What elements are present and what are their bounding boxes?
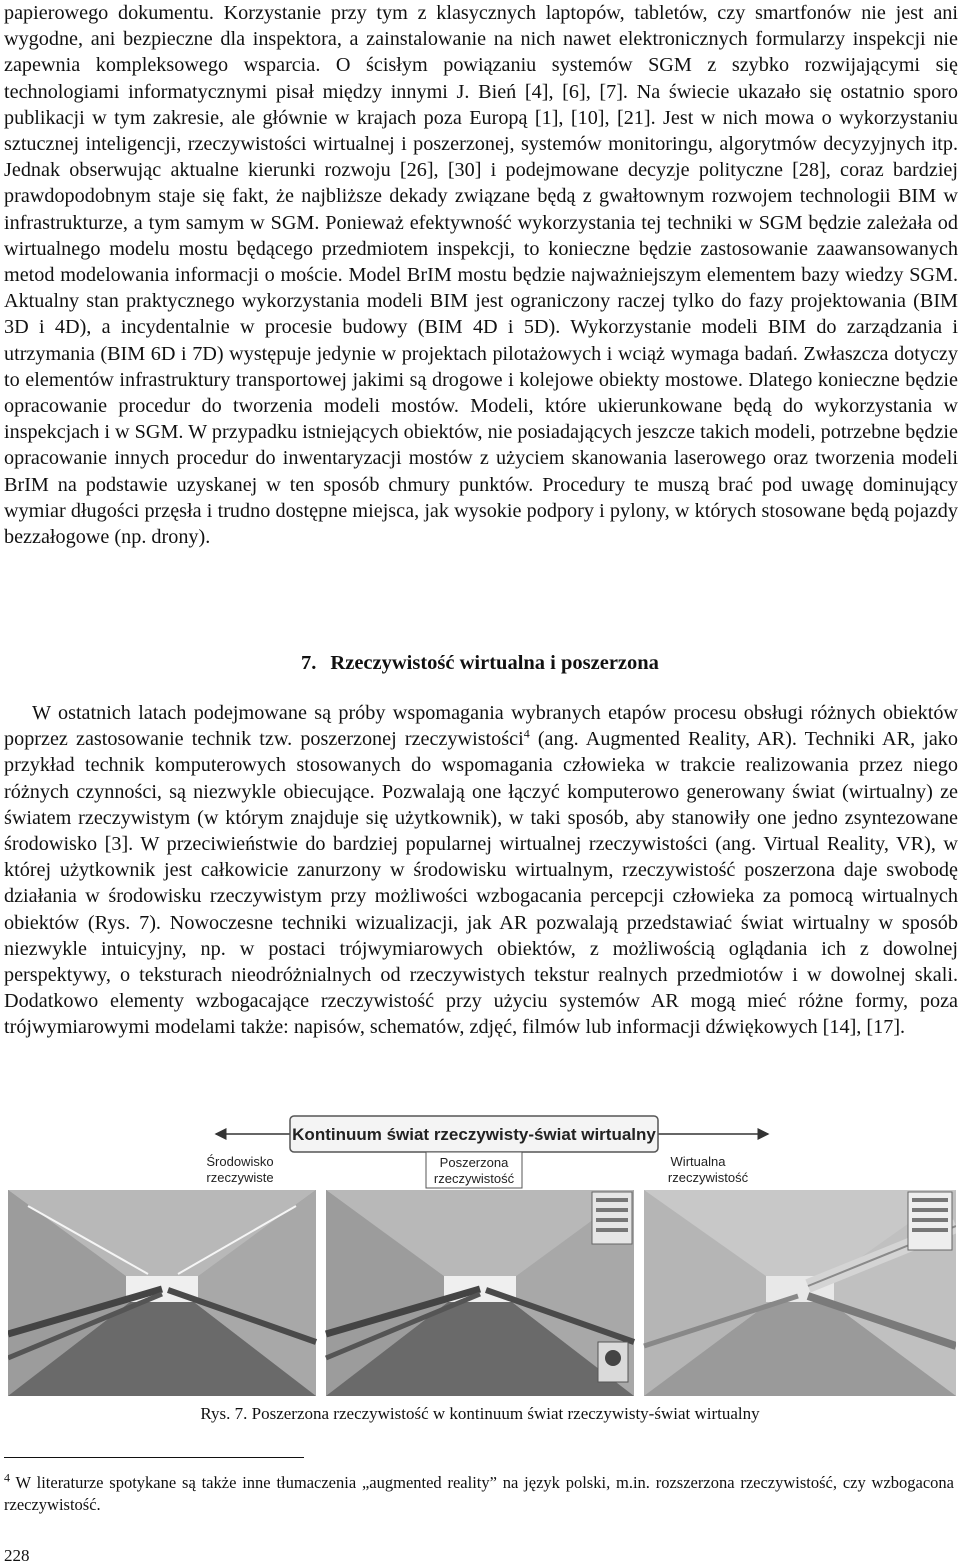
- panel-virtual-reality: [644, 1190, 956, 1396]
- footnote-text: W literaturze spotykane są także inne tłumaczenia „augmented reality” na język polski, m.in. rozszerzona rzeczywistość, czy wzbogacona rzeczywistość.: [4, 1473, 954, 1514]
- footnote: [4, 1472, 954, 1516]
- panel-real-environment: [8, 1190, 316, 1396]
- footnote-reference[interactable]: 4: [523, 726, 530, 741]
- paragraph-part-a: W ostatnich latach podejmowane są próby wspomagania wybranych etapów procesu obsługi różnych obiektów poprzez zastosowanie technik tzw. poszerzonej rzeczywistości: [4, 702, 958, 751]
- figure-caption: Rys. 7. Poszerzona rzeczywistość w kontinuum świat rzeczywisty-świat wirtualny: [200, 1404, 760, 1423]
- section-number: 7.: [301, 652, 317, 674]
- section-heading: [0, 652, 960, 675]
- body-paragraph-ar: [4, 700, 958, 1041]
- body-paragraph-top: papierowego dokumentu. Korzystanie przy tym z klasycznych laptopów, tabletów, czy smartfonów nie jest ani wygodne, ani bezpieczne dla inspektora, a zainstalowanie na nich nawet elektronicznych formularzy inspekcji nie zapewnia kompleksowego wsparcia. O ścisłym powiązaniu systemów SGM z szybko rozwijającymi się technologiami informatycznymi pisał między innymi J. Bień [4], [6], [7]. Na świecie ukazało się ostatnio sporo publikacji w tym zakresie, ale głównie w krajach poza Europą [1], [10], [21]. Jest w nich mowa o wykorzystaniu sztucznej inteligencji, rzeczywistości wirtualnej i poszerzonej, systemów monitoringu, algorytmów decyzyjnych itp. Jednak obserwując aktualne kierunki rozwoju [26], [30] i podejmowane decyzje polityczne [28], coraz bardziej prawdopodobnym staje się fakt, że najbliższe dekady związane będą z gwałtownym rozwojem technologii BIM w infrastrukturze, a tym samym w SGM. Ponieważ efektywność wykorzystania tej techniki w SGM będzie zależała od wirtualnego modelu mostu będącego przedmiotem inspekcji, to konieczne będzie zastosowanie zaawansowanych metod modelowania informacji o moście. Model BrIM mostu będzie najważniejszym elementem bazy wiedzy SGM. Aktualny stan praktycznego wykorzystania modeli BIM jest ograniczony raczej tylko do fazy projektowania (BIM 3D i 4D), a incydentalnie w procesie budowy (BIM 4D i 5D). Wykorzystanie modeli BIM do zarządzania i utrzymania (BIM 6D i 7D) występuje jedynie w projektach pilotażowych i wciąż wymaga badań. Zwłaszcza dotyczy to elementów infrastruktury transportowej jakimi są drogowe i kolejowe obiekty mostowe. Dlatego konieczne będzie opracowanie procedur do tworzenia modeli mostów. Modeli, które ukierunkowane będą do wykorzystania w inspekcjach i w SGM. W przypadku istniejących obiektów, nie posiadających jeszcze takich modeli, potrzebne będzie opracowanie innych procedur do inwentaryzacji mostów z użyciem skanowania laserowego oraz tworzenia modeli BrIM na podstawie uzyskanej w ten sposób chmury punktów. Procedury te muszą brać pod uwagę dominujący wymiar długości przęsła i trudno dostępne miejsca, jak wysokie podpory i pylony, w których stosowane będą pojazdy bezzałogowe (np. drony).: [4, 2, 958, 549]
- label-ar-2: rzeczywistość: [433, 1171, 515, 1186]
- paragraph-part-b: (ang. Augmented Reality, AR). Techniki AR, jako przykład technik komputerowych stosowanych do wspomagania człowieka w trakcie realizowania przez niego różnych czynności, są niezwykle obiecujące. Pozwalają one łączyć komputerowo generowany świat (wirtualny) ze światem rzeczywistym (w którym znajduje się użytkownik), w taki sposób, aby stanowiły one jedno zsyntezowane środowisko [3]. W przeciwieństwie do bardziej popularnej wirtualnej rzeczywistości (ang. Virtual Reality, VR), w której użytkownik jest całkowicie zanurzony w środowisku wirtualnym, rzeczywistość poszerzona daje swobodę działania w środowisku rzeczywistym przy możliwości wzbogacania percepcji człowieka za pomocą wirtualnych obiektów (Rys. 7). Nowoczesne techniki wizualizacji, jak AR pozwalają przedstawiać świat wirtualny w sposób niezwykle intuicyjny, np. w postaci trójwymiarowych obiektów, z możliwością oglądania ich z dowolnej perspektywy, o teksturach nieodróżnialnych od rzeczywistych tekstur realnych przedmiotów i w dowolnej skali. Dodatkowo elementy wzbogacające rzeczywistość przy użyciu systemów AR mogą mieć różne formy, poza trójwymiarowymi modelami także: napisów, schematów, zdjęć, filmów lub informacji dźwiękowych [14], [17].: [4, 728, 958, 1039]
- label-ar-1: Poszerzona: [439, 1155, 509, 1170]
- section-title: Rzeczywistość wirtualna i poszerzona: [330, 652, 659, 674]
- footnote-rule: [4, 1457, 304, 1458]
- label-vr-2: rzeczywistość: [667, 1170, 749, 1185]
- figure-svg: [8, 1106, 956, 1398]
- label-real-1: Środowisko: [206, 1154, 274, 1169]
- page-number: 228: [4, 1546, 30, 1565]
- continuum-banner-text: Kontinuum świat rzeczywisty-świat wirtualny: [292, 1125, 656, 1144]
- label-real-2: rzeczywiste: [206, 1170, 274, 1185]
- figure-continuum: [8, 1106, 956, 1398]
- panel-augmented-reality: [326, 1190, 634, 1396]
- label-vr-1: Wirtualna: [670, 1154, 726, 1169]
- footnote-marker: 4: [4, 1470, 10, 1485]
